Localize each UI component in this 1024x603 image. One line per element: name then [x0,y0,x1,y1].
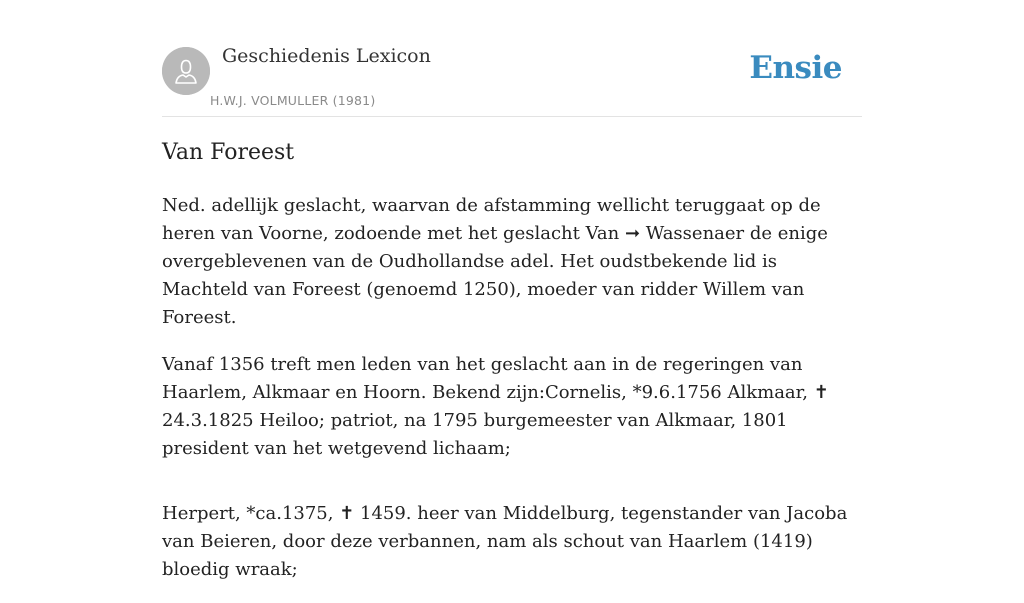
author-credit: H.W.J. VOLMULLER (1981) [210,93,376,108]
entry-body [162,192,866,603]
lexicon-header [162,46,862,117]
ensie-logo[interactable]: Ensie [749,50,842,86]
avatar-graphic [162,47,210,95]
entry-paragraph: Herpert, *ca.1375, ✝ 1459. heer van Middelburg, tegenstander van Jacoba van Beieren, door deze verbannen, nam als schout van Haarlem (1419) bloedig wraak; [162,503,848,580]
entry-paragraph: Ned. adellijk geslacht, waarvan de afstamming wellicht teruggaat op de heren van Voorne, zodoende met het geslacht Van ➞ Wassenaer de enige overgeblevenen van de Oudhollandse adel. Het oudstbekende lid is Machteld van Foreest (genoemd 1250), moeder van ridder Willem van Foreest. [162,195,828,328]
book-title[interactable]: Geschiedenis Lexicon [222,45,431,67]
entry-title: Van Foreest [162,140,295,165]
user-placeholder-icon[interactable] [162,47,210,95]
entry-paragraph: Vanaf 1356 treft men leden van het geslacht aan in de regeringen van Haarlem, Alkmaar en Hoorn. Bekend zijn:Cornelis, *9.6.1756 Alkmaar, ✝ 24.3.1825 Heiloo; patriot, na 1795 burgemeester van Alkmaar, 1801 president van het wetgevend lichaam; [162,354,829,459]
